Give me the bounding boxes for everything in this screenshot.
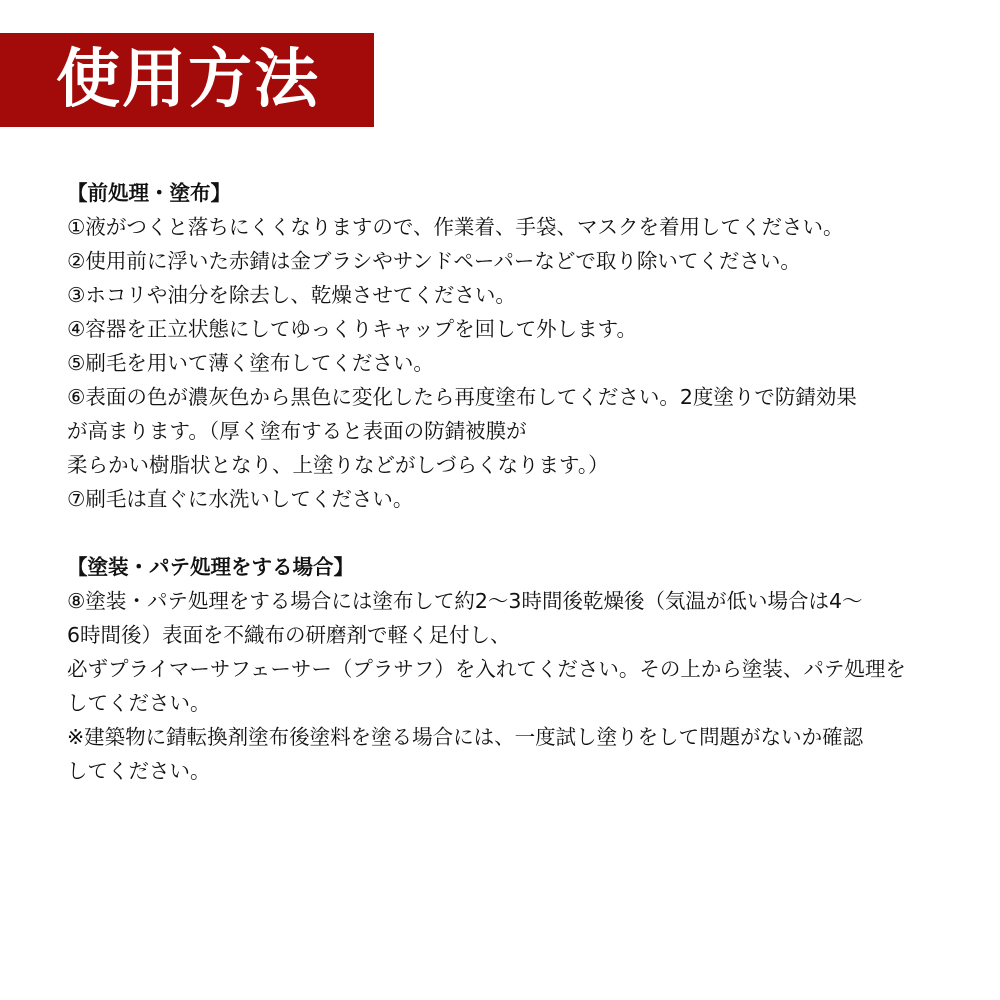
instruction-line: ⑥表面の色が濃灰色から黒色に変化したら再度塗布してください。2度塗りで防錆効果 [67,385,857,409]
section-painting [67,550,967,788]
instruction-line: ⑦刷毛は直ぐに水洗いしてください。 [67,487,414,511]
instruction-line: ③ホコリや油分を除去し、乾燥させてください。 [67,283,516,307]
instruction-line: ④容器を正立状態にしてゆっくりキャップを回して外します。 [67,317,638,341]
instruction-line: が高まります。（厚く塗布すると表面の防錆被膜が [67,419,527,443]
instruction-line: ⑤刷毛を用いて薄く塗布してください。 [67,351,434,375]
section-spacer [67,516,967,550]
instruction-line: してください。 [67,759,211,783]
section-heading: 【前処理・塗布】 [67,181,231,205]
instruction-line: ⑧塗装・パテ処理をする場合には塗布して約2〜3時間後乾燥後（気温が低い場合は4〜 [67,589,863,613]
instructions-content [67,176,967,788]
page-title: 使用方法 [56,43,320,117]
instruction-line: ※建築物に錆転換剤塗布後塗料を塗る場合には、一度試し塗りをして問題がないか確認 [67,725,864,749]
section-heading: 【塗装・パテ処理をする場合】 [67,555,354,579]
instruction-line: ①液がつくと落ちにくくなりますので、作業着、手袋、マスクを着用してください。 [67,215,844,239]
instruction-line: してください。 [67,691,211,715]
instruction-line: 柔らかい樹脂状となり、上塗りなどがしづらくなります。） [67,453,609,477]
instruction-line: 6時間後）表面を不織布の研磨剤で軽く足付し、 [67,623,511,647]
header-banner [0,33,374,127]
instruction-line: 必ずプライマーサフェーサー（プラサフ）を入れてください。その上から塗装、パテ処理を [67,657,906,681]
section-pretreatment [67,176,967,516]
instruction-line: ②使用前に浮いた赤錆は金ブラシやサンドペーパーなどで取り除いてください。 [67,249,801,273]
